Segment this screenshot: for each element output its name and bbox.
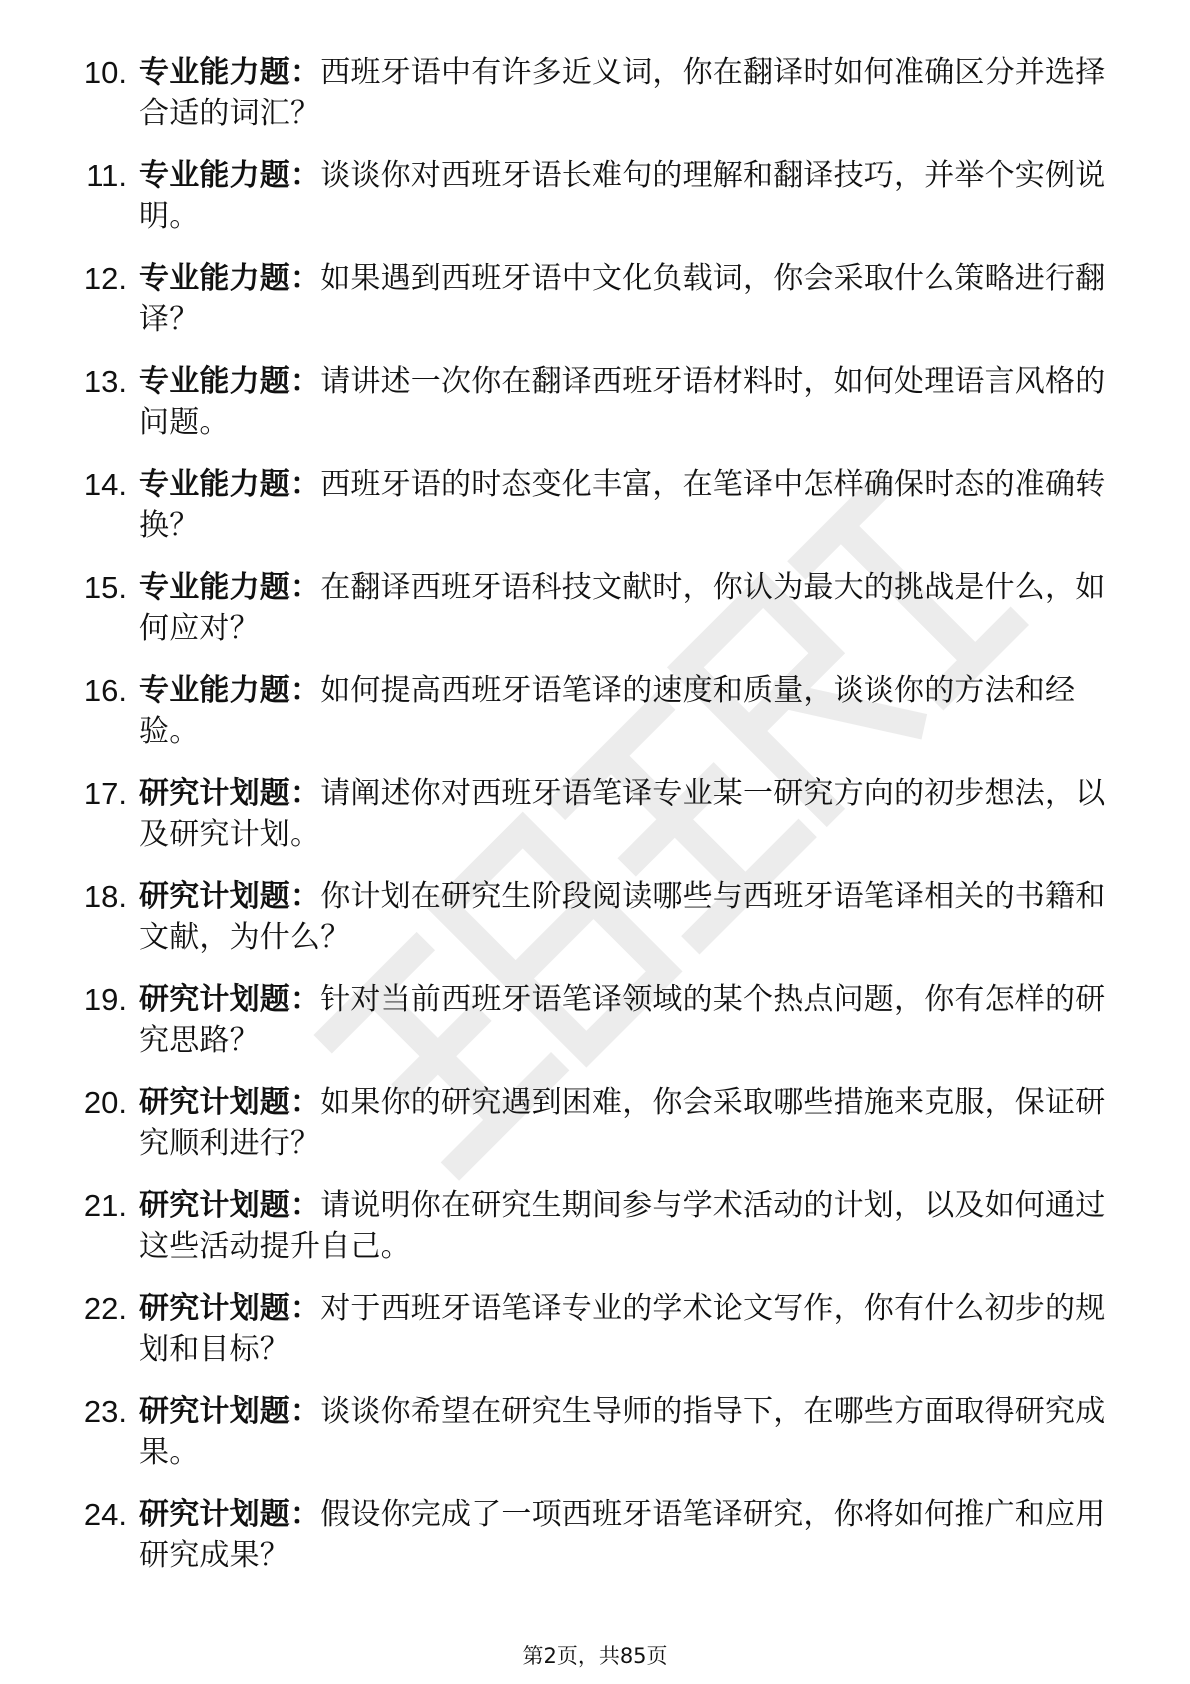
question-number: 13. bbox=[83, 364, 127, 399]
question-text bbox=[139, 155, 1129, 237]
question-number: 12. bbox=[83, 261, 127, 296]
list-item bbox=[55, 979, 1135, 1082]
list-item bbox=[55, 1185, 1135, 1288]
list-item bbox=[55, 1494, 1135, 1597]
question-category: 专业能力题： bbox=[139, 158, 321, 193]
list-item bbox=[55, 773, 1135, 876]
question-text bbox=[139, 567, 1129, 649]
question-text bbox=[139, 1185, 1129, 1267]
question-content: 如果遇到西班牙语中文化负载词，你会采取什么策略进行翻译？ bbox=[139, 261, 1106, 337]
question-category: 专业能力题： bbox=[139, 364, 321, 399]
question-content: 假设你完成了一项西班牙语笔译研究，你将如何推广和应用研究成果？ bbox=[139, 1497, 1106, 1573]
list-item bbox=[55, 567, 1135, 670]
question-text bbox=[139, 1494, 1129, 1576]
question-number: 22. bbox=[83, 1291, 127, 1326]
question-number: 16. bbox=[83, 673, 127, 708]
list-item bbox=[55, 670, 1135, 773]
question-text bbox=[139, 258, 1129, 340]
question-text bbox=[139, 1391, 1129, 1473]
question-number: 18. bbox=[83, 879, 127, 914]
question-number: 19. bbox=[83, 982, 127, 1017]
question-number: 24. bbox=[83, 1497, 127, 1532]
question-text bbox=[139, 52, 1129, 134]
question-number: 23. bbox=[83, 1394, 127, 1429]
question-number: 17. bbox=[83, 776, 127, 811]
question-number: 10. bbox=[83, 55, 127, 90]
question-category: 专业能力题： bbox=[139, 570, 321, 605]
list-item bbox=[55, 1288, 1135, 1391]
question-category: 专业能力题： bbox=[139, 467, 321, 502]
question-content: 谈谈你对西班牙语长难句的理解和翻译技巧，并举个实例说明。 bbox=[139, 158, 1106, 234]
page-number-footer: 第2页，共85页 bbox=[522, 1644, 668, 1668]
question-category: 研究计划题： bbox=[139, 776, 321, 811]
question-content: 如果你的研究遇到困难，你会采取哪些措施来克服，保证研究顺利进行？ bbox=[139, 1085, 1106, 1161]
question-content: 如何提高西班牙语笔译的速度和质量，谈谈你的方法和经验。 bbox=[139, 673, 1076, 749]
list-item bbox=[55, 464, 1135, 567]
question-number: 14. bbox=[83, 467, 127, 502]
question-text bbox=[139, 979, 1129, 1061]
list-item bbox=[55, 876, 1135, 979]
question-content: 对于西班牙语笔译专业的学术论文写作，你有什么初步的规划和目标？ bbox=[139, 1291, 1106, 1367]
question-text bbox=[139, 1288, 1129, 1370]
question-category: 研究计划题： bbox=[139, 1394, 321, 1429]
question-text bbox=[139, 773, 1129, 855]
question-number: 20. bbox=[83, 1085, 127, 1120]
question-content: 西班牙语的时态变化丰富，在笔译中怎样确保时态的准确转换？ bbox=[139, 467, 1106, 543]
question-content: 在翻译西班牙语科技文献时，你认为最大的挑战是什么，如何应对？ bbox=[139, 570, 1106, 646]
list-item bbox=[55, 52, 1135, 155]
question-content: 西班牙语中有许多近义词，你在翻译时如何准确区分并选择合适的词汇？ bbox=[139, 55, 1106, 131]
question-number: 11. bbox=[86, 158, 127, 193]
list-item bbox=[55, 1082, 1135, 1185]
question-category: 专业能力题： bbox=[139, 55, 321, 90]
question-text bbox=[139, 361, 1129, 443]
question-number: 21. bbox=[83, 1188, 127, 1223]
question-category: 研究计划题： bbox=[139, 1497, 321, 1532]
question-category: 研究计划题： bbox=[139, 879, 321, 914]
question-text bbox=[139, 1082, 1129, 1164]
list-item bbox=[55, 1391, 1135, 1494]
question-category: 专业能力题： bbox=[139, 261, 321, 296]
question-text bbox=[139, 670, 1129, 752]
question-category: 研究计划题： bbox=[139, 982, 321, 1017]
list-item bbox=[55, 155, 1135, 258]
question-content: 请阐述你对西班牙语笔译专业某一研究方向的初步想法，以及研究计划。 bbox=[139, 776, 1106, 852]
question-text bbox=[139, 464, 1129, 546]
question-content: 请讲述一次你在翻译西班牙语材料时，如何处理语言风格的问题。 bbox=[139, 364, 1106, 440]
question-content: 谈谈你希望在研究生导师的指导下，在哪些方面取得研究成果。 bbox=[139, 1394, 1106, 1470]
question-category: 研究计划题： bbox=[139, 1188, 321, 1223]
list-item bbox=[55, 361, 1135, 464]
question-category: 研究计划题： bbox=[139, 1085, 321, 1120]
question-content: 针对当前西班牙语笔译领域的某个热点问题，你有怎样的研究思路？ bbox=[139, 982, 1106, 1058]
question-number: 15. bbox=[83, 570, 127, 605]
question-category: 研究计划题： bbox=[139, 1291, 321, 1326]
question-text bbox=[139, 876, 1129, 958]
question-list bbox=[55, 52, 1135, 1597]
question-content: 你计划在研究生阶段阅读哪些与西班牙语笔译相关的书籍和文献，为什么？ bbox=[139, 879, 1106, 955]
list-item bbox=[55, 258, 1135, 361]
question-category: 专业能力题： bbox=[139, 673, 321, 708]
question-content: 请说明你在研究生期间参与学术活动的计划，以及如何通过这些活动提升自己。 bbox=[139, 1188, 1106, 1264]
